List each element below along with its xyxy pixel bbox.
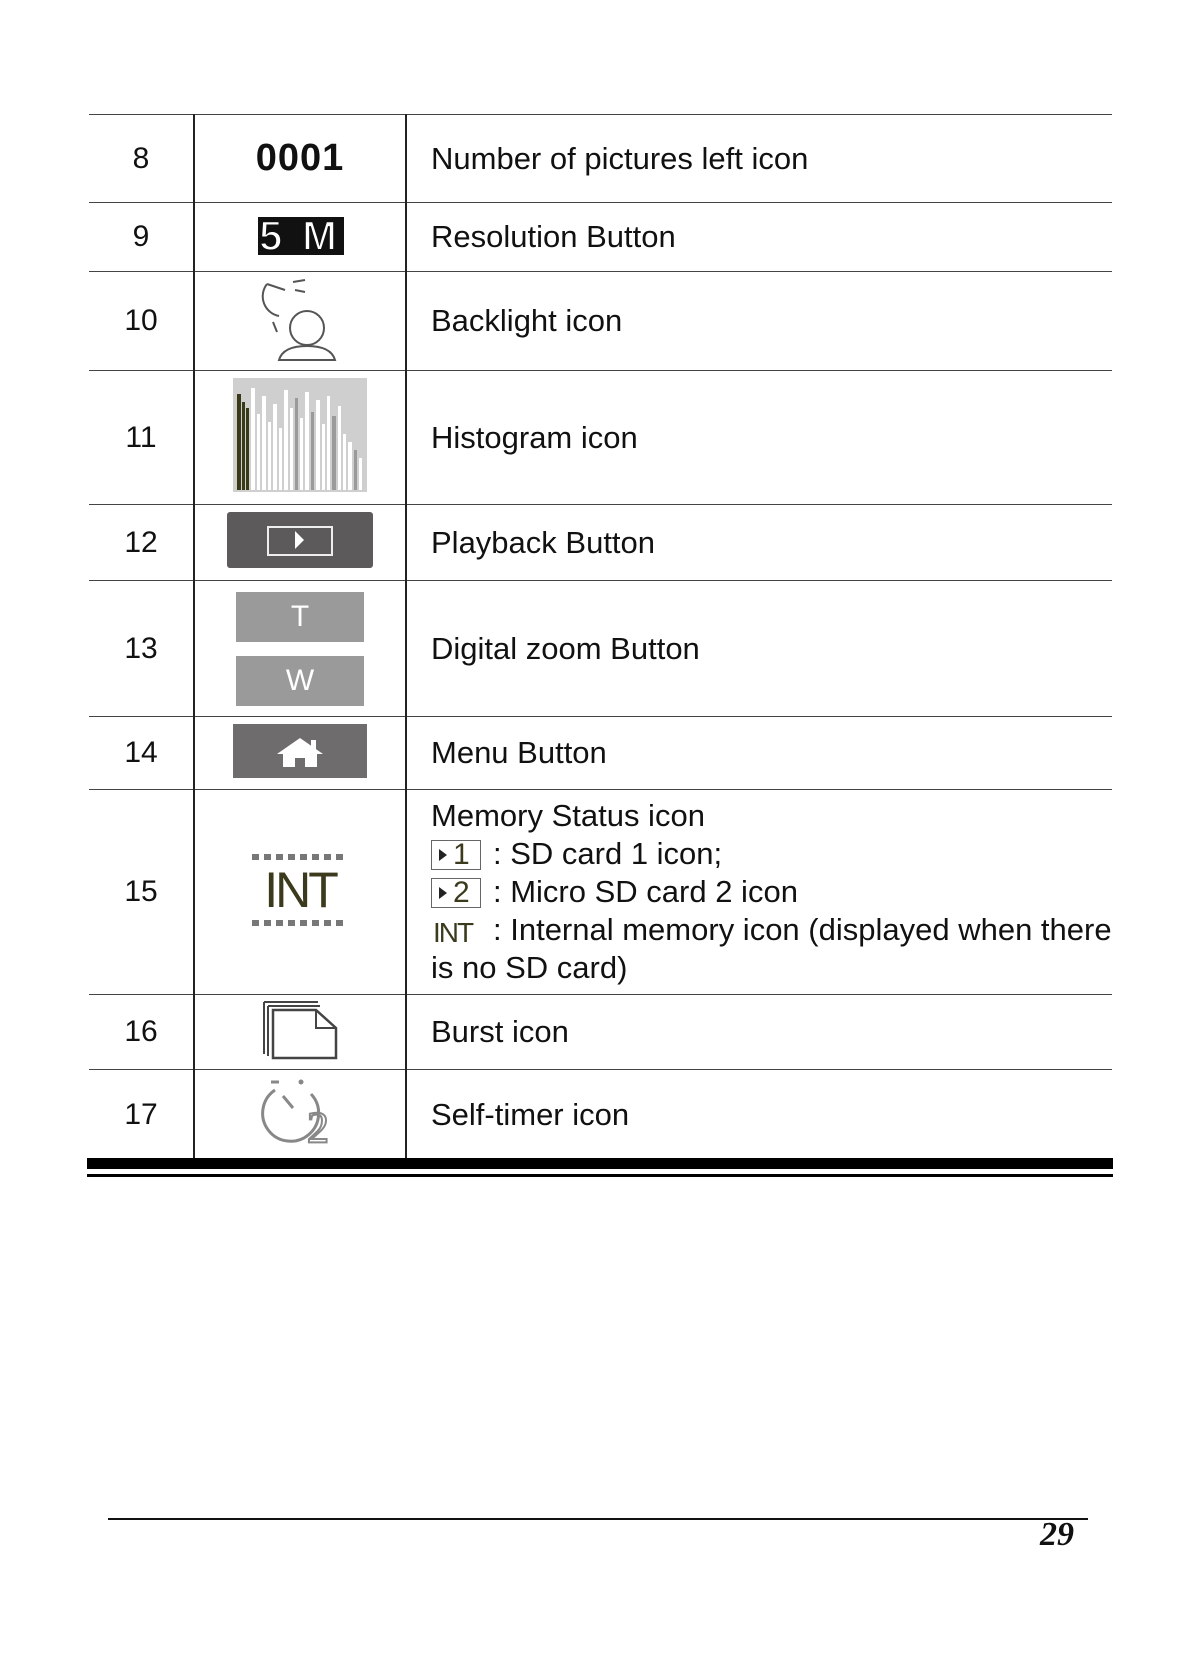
row-number: 8 [89, 115, 194, 203]
table-row [89, 995, 1112, 1070]
table-row [89, 1070, 1112, 1160]
sd-card-2-line: 2 : Micro SD card 2 icon [431, 873, 1112, 911]
description: Playback Button [406, 505, 1112, 581]
icon-reference-table [89, 114, 1112, 1160]
description: Number of pictures left icon [406, 115, 1112, 203]
histogram-icon [233, 378, 367, 492]
row-number: 14 [89, 717, 194, 790]
row-number: 13 [89, 581, 194, 717]
resolution-icon: 5 M [250, 211, 350, 259]
table-row [89, 115, 1112, 203]
icon-cell [194, 717, 406, 790]
table-row [89, 717, 1112, 790]
table-row [89, 203, 1112, 272]
int-memory-icon: INT [252, 854, 348, 926]
playback-icon [227, 512, 373, 568]
picture-counter-icon: 0001 [255, 137, 345, 179]
description: Histogram icon [406, 371, 1112, 505]
icon-cell [194, 371, 406, 505]
self-timer-icon [255, 1076, 345, 1148]
table-row [89, 505, 1112, 581]
table-row [89, 272, 1112, 371]
footer-rule [108, 1518, 1088, 1520]
icon-cell [194, 1070, 406, 1160]
icon-cell [194, 505, 406, 581]
row-number: 15 [89, 790, 194, 995]
description [406, 790, 1112, 995]
row-number: 12 [89, 505, 194, 581]
zoom-wide-icon: W [236, 656, 364, 706]
table-bottom-thin-rule [87, 1174, 1113, 1177]
table-row [89, 581, 1112, 717]
zoom-tele-icon: T [236, 592, 364, 642]
description: Digital zoom Button [406, 581, 1112, 717]
description: Resolution Button [406, 203, 1112, 272]
icon-cell [194, 790, 406, 995]
icon-cell [194, 581, 406, 717]
icon-cell [194, 272, 406, 371]
icon-cell [194, 995, 406, 1070]
table-row [89, 371, 1112, 505]
description: Burst icon [406, 995, 1112, 1070]
sd-card-1-line: 1 : SD card 1 icon; [431, 835, 1112, 873]
row-number: 11 [89, 371, 194, 505]
row-number: 17 [89, 1070, 194, 1160]
svg-text:2: 2 [307, 1103, 329, 1149]
home-icon [233, 724, 367, 778]
description: Menu Button [406, 717, 1112, 790]
sd-card-2-icon: 2 [431, 878, 481, 910]
icon-cell [194, 203, 406, 272]
row-number: 10 [89, 272, 194, 371]
backlight-icon [255, 276, 345, 362]
memory-status-title: Memory Status icon [431, 798, 705, 833]
row-number: 16 [89, 995, 194, 1070]
table-bottom-thick-rule [87, 1158, 1113, 1169]
int-small-icon: INT [433, 916, 473, 948]
row-number: 9 [89, 203, 194, 272]
description: Self-timer icon [431, 1096, 630, 1132]
table-row [89, 790, 1112, 995]
burst-icon [260, 1000, 340, 1060]
icon-cell [194, 115, 406, 203]
description: Backlight icon [406, 272, 1112, 371]
page-number: 29 [1040, 1516, 1074, 1553]
internal-memory-line: INT : Internal memory icon (displayed when there is no SD card) [431, 912, 1112, 985]
sd-card-1-icon: 1 [431, 840, 481, 872]
